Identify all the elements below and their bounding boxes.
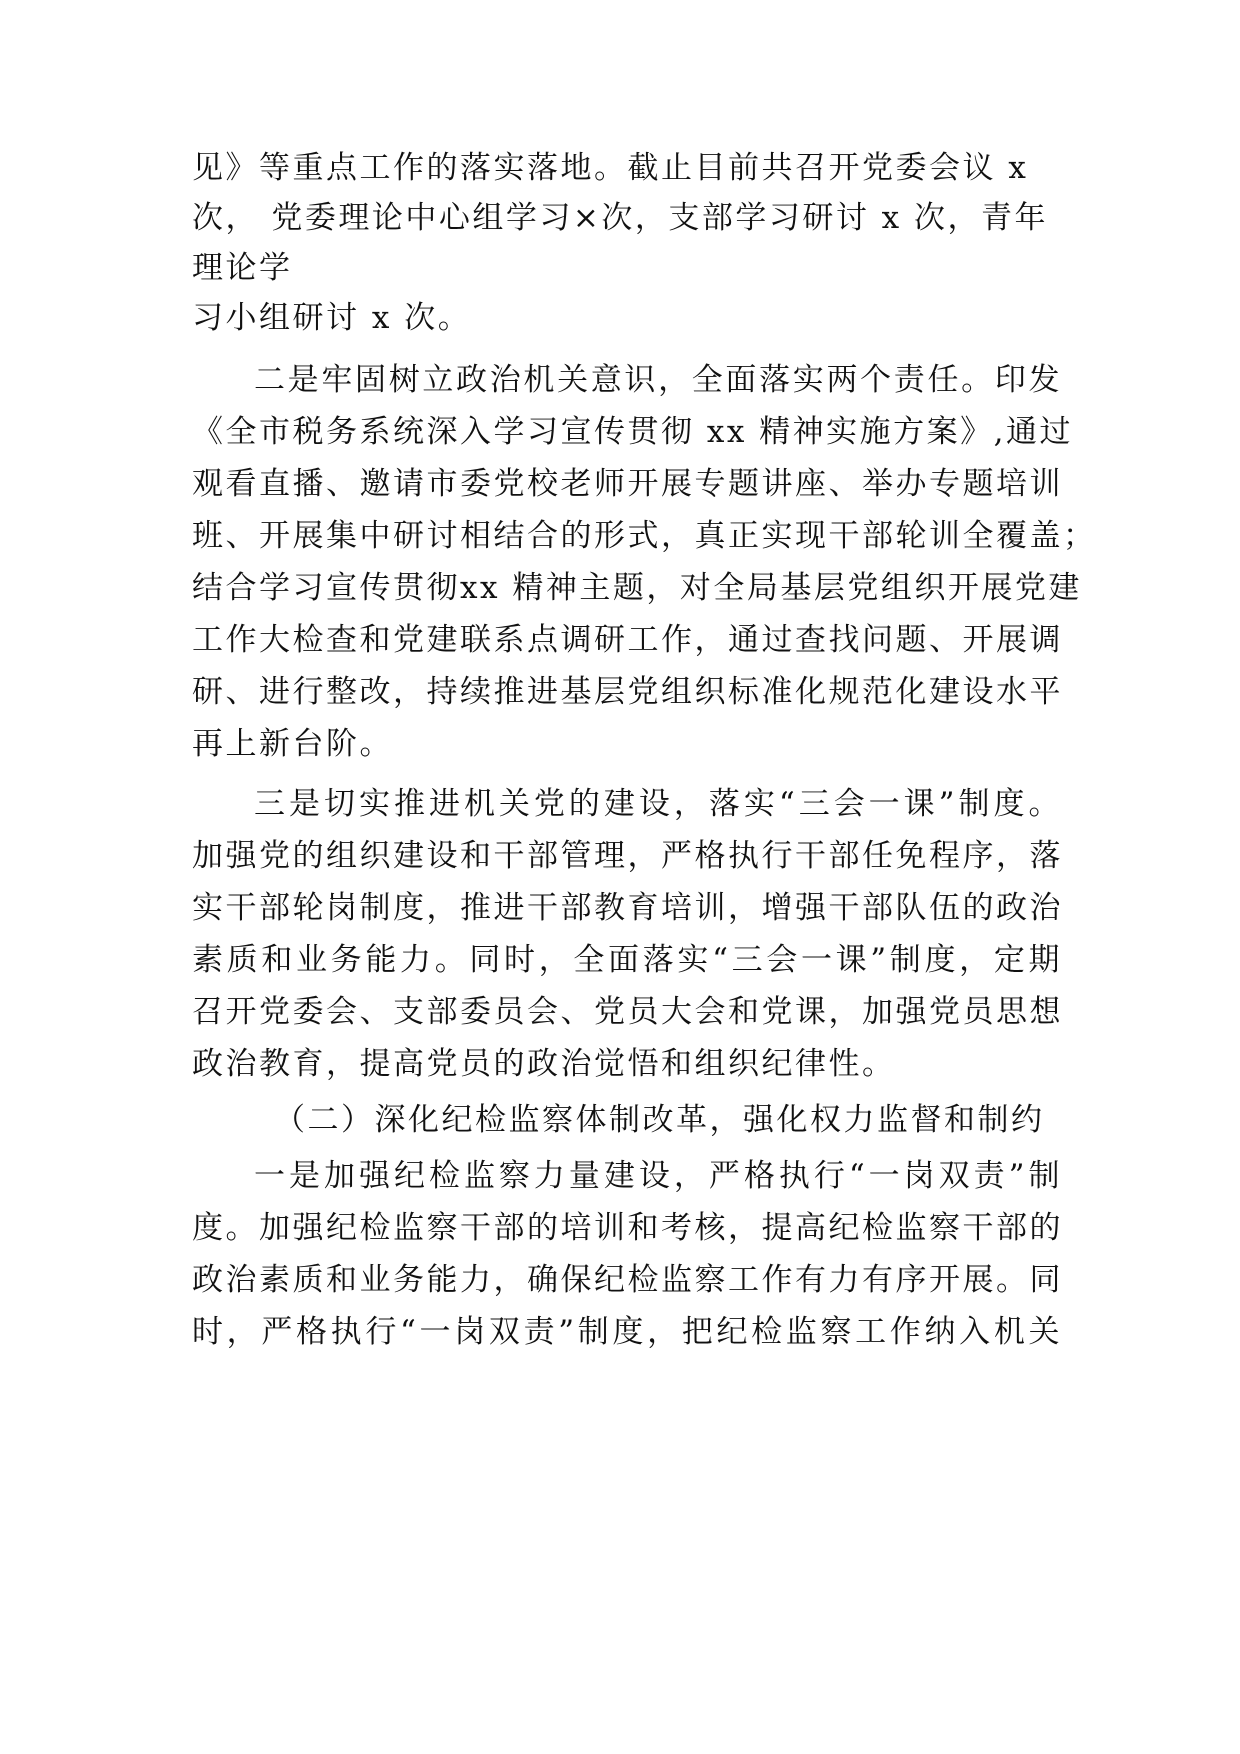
text-line: 观看直播、邀请市委党校老师开展专题讲座、举办专题培训 <box>192 466 1063 502</box>
text-line: 班、开展集中研讨相结合的形式，真正实现干部轮训全覆盖； <box>192 518 1097 554</box>
text-line: 《全市税务系统深入学习宣传贯彻 xx 精神实施方案》,通过 <box>192 414 1074 450</box>
text-line: 研、进行整改，持续推进基层党组织标准化规范化建设水平 <box>192 674 1063 710</box>
text-line: 习小组研讨 x 次。 <box>192 300 472 336</box>
text-line: 素质和业务能力。同时，全面落实“三会一课”制度，定期 <box>192 942 1062 978</box>
paragraph-first-line: 一是加强纪检监察力量建设，严格执行“一岗双责”制 <box>254 1158 1062 1194</box>
text-line: 见》等重点工作的落实落地。截止目前共召开党委会议 x <box>192 150 1029 186</box>
text-line: 政治教育，提高党员的政治觉悟和组织纪律性。 <box>192 1046 896 1082</box>
text-line: 加强党的组织建设和干部管理，严格执行干部任免程序，落 <box>192 838 1063 874</box>
text-line: 召开党委会、支部委员会、党员大会和党课，加强党员思想 <box>192 994 1063 1030</box>
text-line: 工作大检查和党建联系点调研工作，通过查找问题、开展调 <box>192 622 1063 658</box>
section-heading: （二）深化纪检监察体制改革，强化权力监督和制约 <box>274 1102 1045 1138</box>
text-line: 政治素质和业务能力，确保纪检监察工作有力有序开展。同 <box>192 1262 1063 1298</box>
text-line: 理论学 <box>192 250 293 286</box>
text-line: 实干部轮岗制度，推进干部教育培训，增强干部队伍的政治 <box>192 890 1063 926</box>
text-line: 再上新台阶。 <box>192 726 393 762</box>
text-line: 度。加强纪检监察干部的培训和考核，提高纪检监察干部的 <box>192 1210 1063 1246</box>
text-line: 时，严格执行“一岗双责”制度，把纪检监察工作纳入机关 <box>192 1314 1062 1350</box>
text-line: 结合学习宣传贯彻xx 精神主题，对全局基层党组织开展党建 <box>192 570 1082 606</box>
text-line: 次， 党委理论中心组学习×次，支部学习研讨 x 次，青年 <box>192 200 1049 236</box>
paragraph-first-line: 二是牢固树立政治机关意识，全面落实两个责任。印发 <box>254 362 1062 398</box>
paragraph-first-line: 三是切实推进机关党的建设，落实“三会一课”制度。 <box>254 786 1062 822</box>
